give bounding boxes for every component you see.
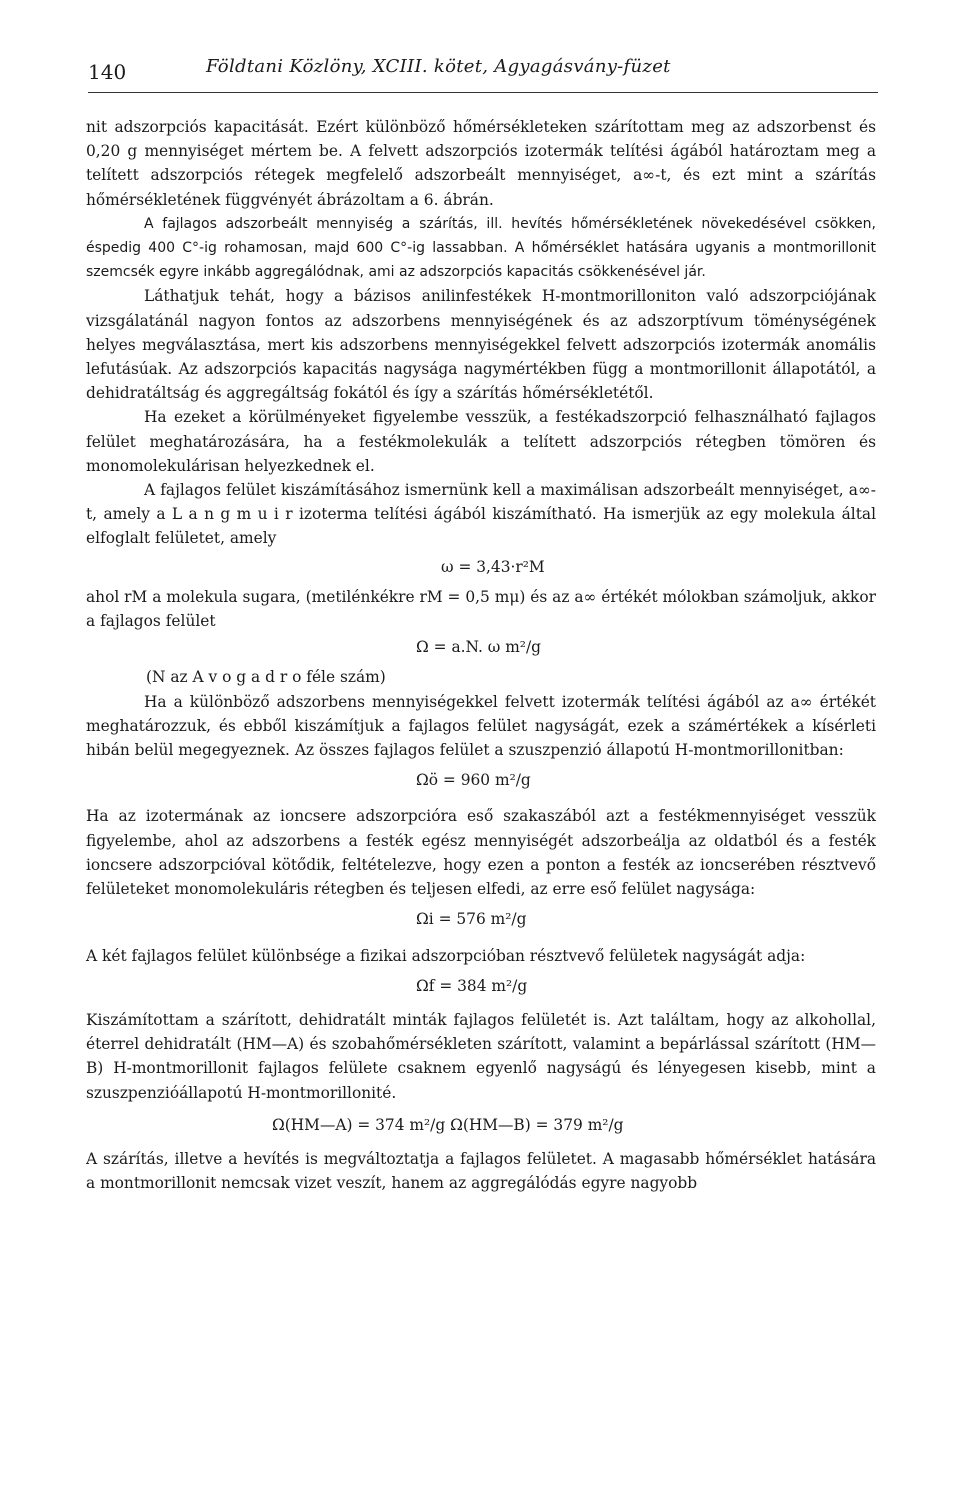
- paragraph: A fajlagos adszorbeált mennyiség a szárítás, ill. hevítés hőmérsékletének növekedésével csökken, éspedig 400 C°-ig rohamosan, majd 600 C°-ig lassabban. A hőmérséklet hatására ugyanis a montmorillonit szemcsék egyre inkább aggregálódnak, ami az adszorpciós kapacitás csökkenésével jár.: [86, 215, 876, 281]
- avogadro-note: (N az A v o g a d r o féle szám): [146, 668, 386, 687]
- page-header: [88, 52, 878, 88]
- equation-ion-exchange-surface: Ωi = 576 m²/g: [416, 910, 527, 929]
- paragraph: A két fajlagos felület különbsége a fizikai adszorpcióban résztvevő felületek nagyságát adja:: [86, 946, 806, 965]
- article-body: [86, 115, 876, 1195]
- paragraph: nit adszorpciós kapacitását. Ezért különböző hőmérsékleteken szárítottam meg az adszorbenst és 0,20 g mennyiséget mértem be. A felvett adszorpciós izotermák telítési ágából határoztam meg a telített adszorpciós rétegek megfelelő adszorbeált mennyiséget, a∞-t, és ezt mint a szárítás hőmérsékletének függvényét ábrázoltam a 6. ábrán.: [86, 118, 876, 209]
- equation-physical-surface: Ωf = 384 m²/g: [416, 976, 528, 995]
- paragraph: A fajlagos felület kiszámításához ismernünk kell a maximálisan adszorbeált mennyiséget, a∞-t, amely a L a n g m u i r izoterma telítési ágából kiszámítható. Ha ismerjük az egy molekula által elfoglalt felületet, amely: [86, 481, 876, 548]
- paragraph: Ha a különböző adszorbens mennyiségekkel felvett izotermák telítési ágából az a∞ értékét meghatározzuk, és ebből kiszámítjuk a fajlagos felület nagyságát, ezek a számértékek a kísérleti hibán belül megegyeznek. Az összes fajlagos felület a szuszpenzió állapotú H-montmorillonitban:: [86, 692, 876, 760]
- equation-dried-surfaces: Ω(HM—A) = 374 m²/g Ω(HM—B) = 379 m²/g: [272, 1115, 624, 1134]
- running-title: Földtani Közlöny, XCIII. kötet, Agyagásvány-füzet: [206, 56, 671, 77]
- paragraph: A szárítás, illetve a hevítés is megváltoztatja a fajlagos felületet. A magasabb hőmérséklet hatására a montmorillonit nemcsak vizet veszít, hanem az aggregálódás egyre nagyobb: [86, 1149, 876, 1193]
- equation-omega: ω = 3,43·r²M: [441, 557, 545, 576]
- header-rule: [88, 92, 878, 93]
- paragraph: Ha ezeket a körülményeket figyelembe vesszük, a festékadszorpció felhasználható fajlagos felület meghatározására, ha a festékmolekulák a telített adszorpciós rétegben tömören és monomolekulárisan helyezkednek el.: [86, 408, 876, 475]
- equation-specific-surface: Ω = a.N. ω m²/g: [416, 638, 542, 657]
- paragraph: ahol rM a molekula sugara, (metilénkékre rM = 0,5 mμ) és az a∞ értékét mólokban számoljuk, akkor a fajlagos felület: [86, 587, 876, 631]
- page-number: 140: [88, 60, 127, 84]
- paragraph: Kiszámítottam a szárított, dehidratált minták fajlagos felületét is. Azt találtam, hogy az alkohollal, éterrel dehidratált (HM—A) és szobahőmérsékleten szárított, valamint a bepárlással szárított (HM—B) H-montmorillonit fajlagos felülete csaknem egyenlő nagyságú és lényegesen kisebb, mint a szuszpenzióállapotú H-montmorillonité.: [86, 1010, 876, 1102]
- paragraph: Ha az izotermának az ioncsere adszorpcióra eső szakaszából azt a festékmennyiséget vesszük figyelembe, ahol az adszorbens a festék egész mennyiségét adszorbeálja az oldatból és a festék ioncsere adszorpcióval kötődik, feltételezve, hogy ezen a ponton a festék az ioncserében résztvevő felületeket monomolekuláris rétegben és teljesen elfedi, az erre eső felület nagysága:: [86, 807, 876, 899]
- paragraph: Láthatjuk tehát, hogy a bázisos anilinfestékek H-montmorilloniton való adszorpciójának vizsgálatánál nagyon fontos az adszorbens mennyiségének és az adszorptívum töménységének helyes megválasztása, mert kis adszorbens mennyiségekkel felvett adszorpciós izotermák anomális lefutásúak. Az adszorpciós kapacitás nagysága nagymértékben függ a montmorillonit állapotától, a dehidratáltság és aggregáltság fokától és így a szárítás hőmérsékletétől.: [86, 287, 876, 403]
- equation-total-surface: Ωö = 960 m²/g: [416, 771, 531, 790]
